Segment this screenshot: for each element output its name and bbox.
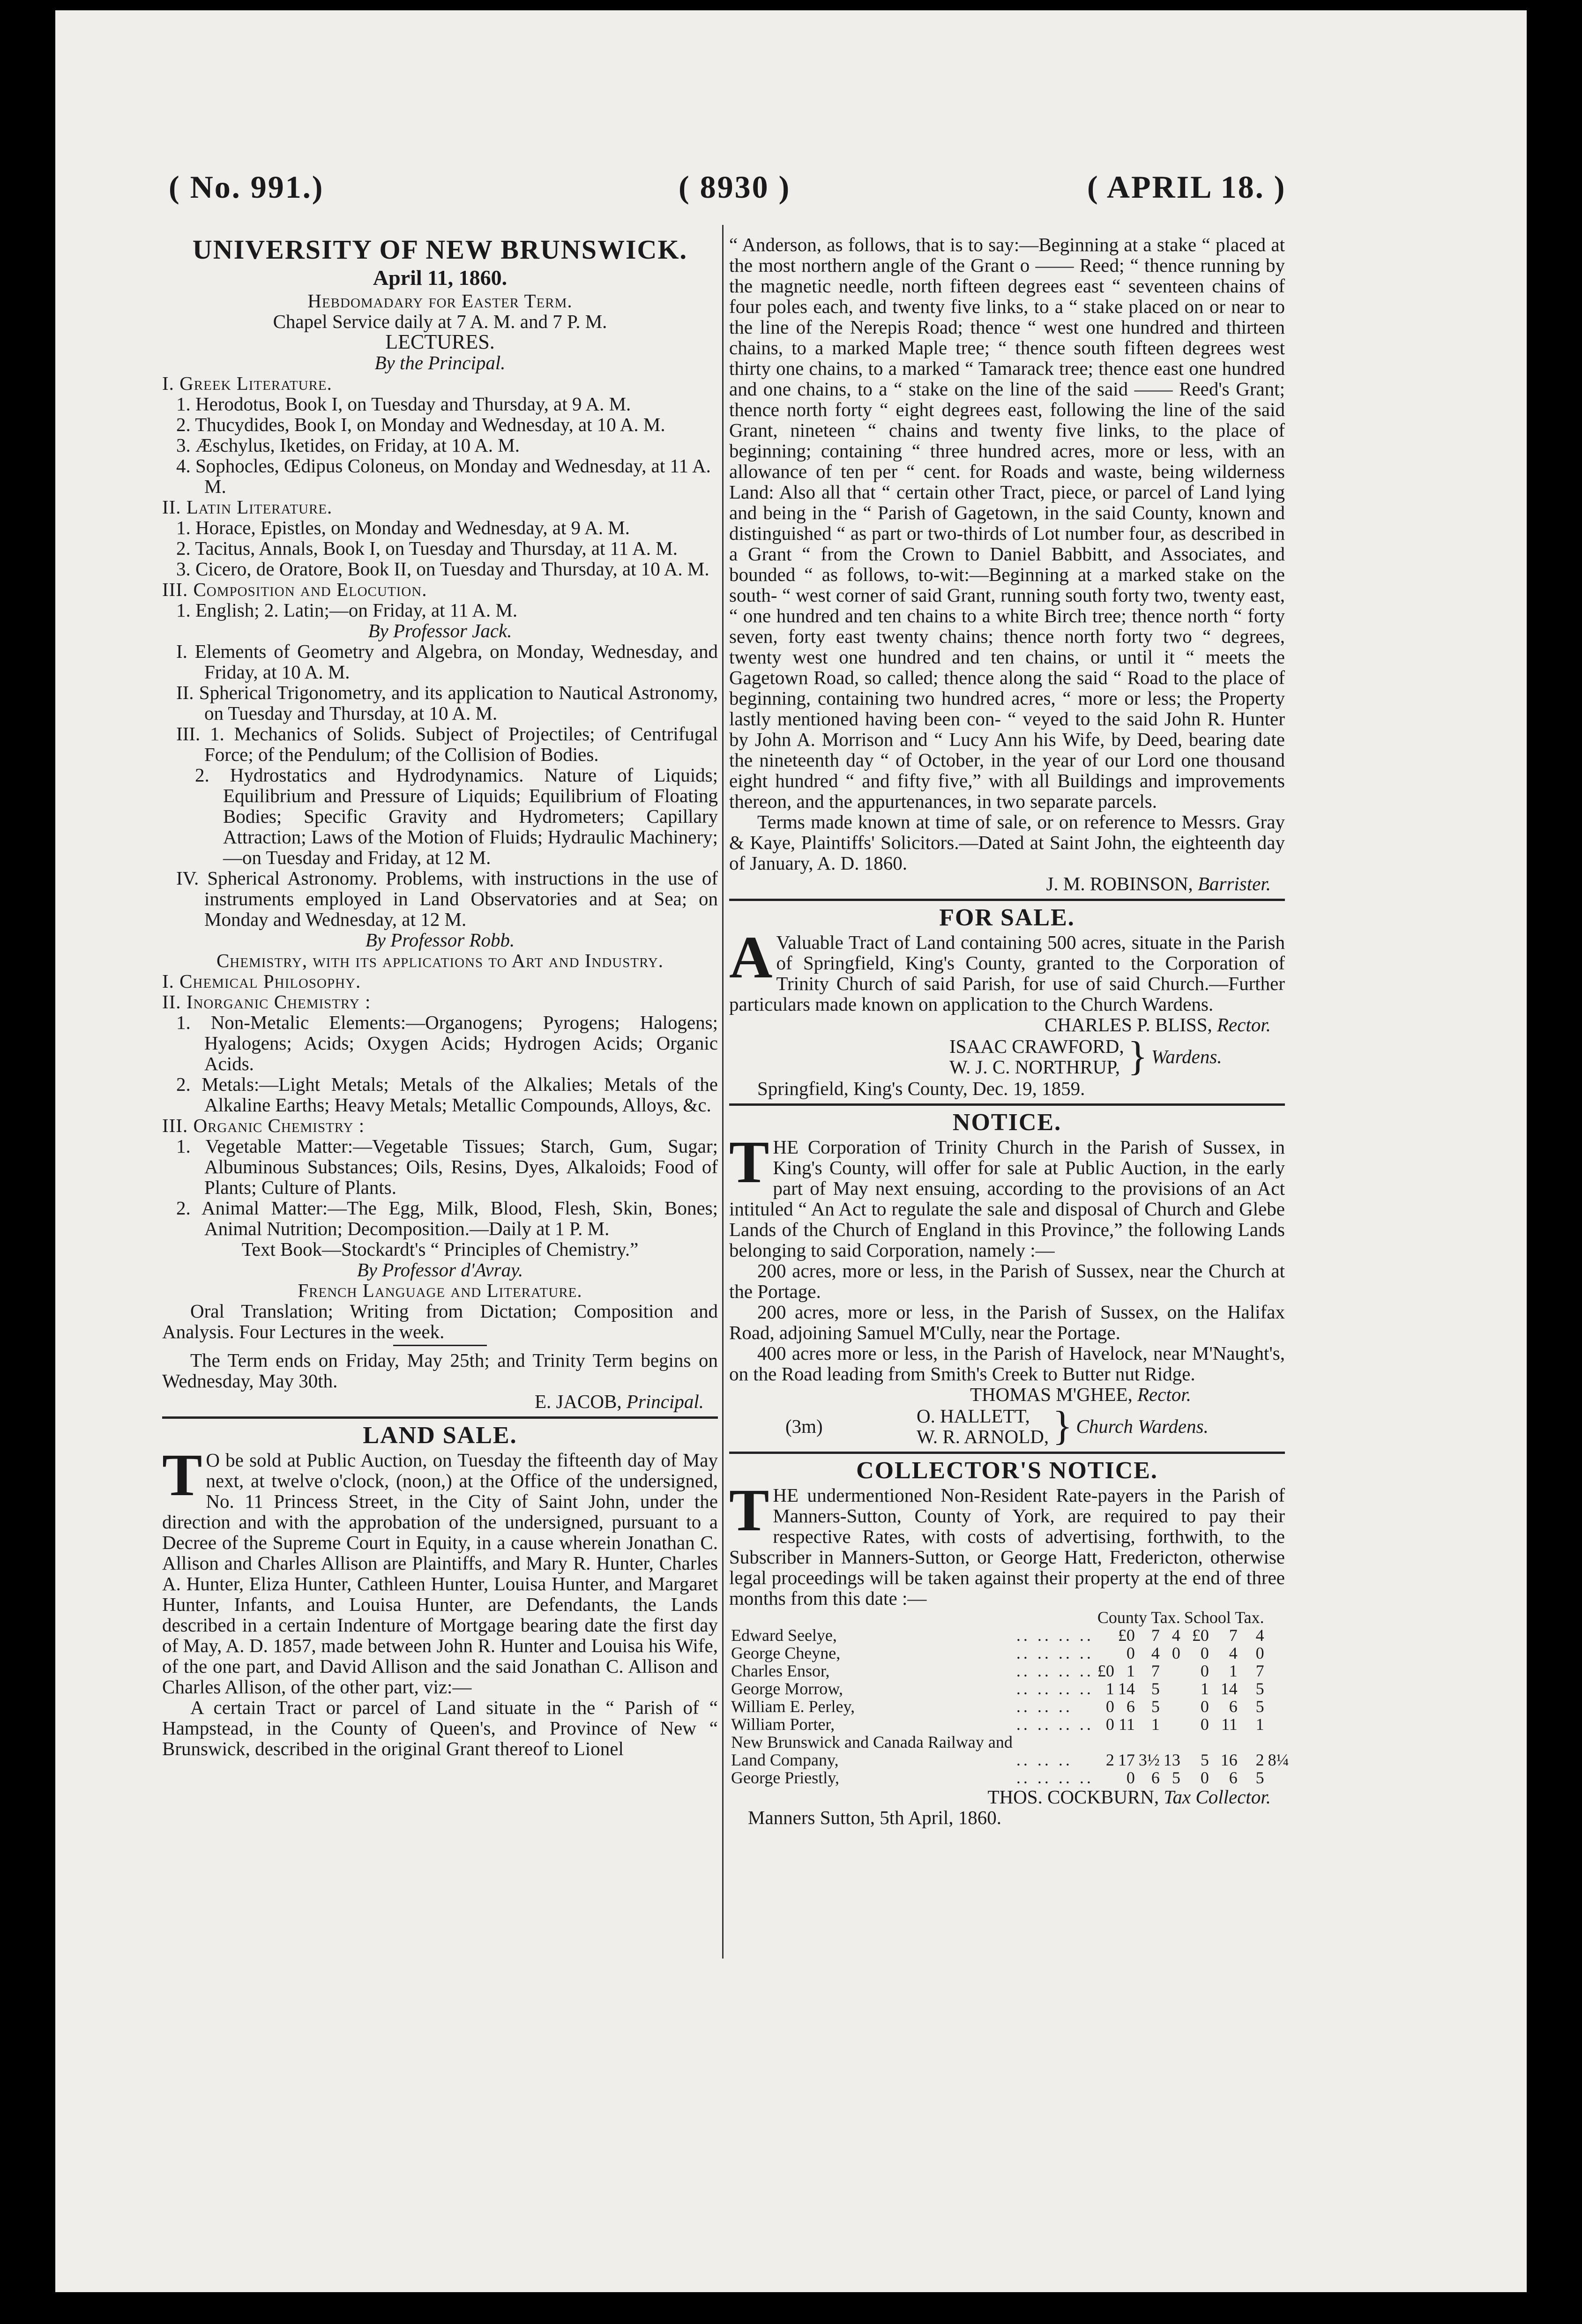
table-row: [729, 1733, 1291, 1751]
table-cell-c4: [1162, 1733, 1182, 1751]
table-cell-dots: .. .. .. ..: [1016, 1715, 1094, 1734]
table-cell-s1: 0: [1200, 1715, 1209, 1734]
table-cell-c1: [1096, 1733, 1116, 1751]
table-row: [729, 1680, 1291, 1698]
table-cell-dots: .. .. ..: [1016, 1697, 1073, 1716]
greek-item: 4. Sophocles, Œdipus Coloneus, on Monday and Wednesday, at 11 A. M.: [176, 455, 711, 497]
collector-text: THE undermentioned Non-Resident Rate-payers in the Parish of Manners-Sutton, County of York, are required to pay their respective Rates, with costs of advertising, forthwith, to the Subscriber in Manners-Sutton, or George Hatt, Fredericton, otherwise legal proceedings will be taken against their property at the end of three months from this date :—: [729, 1477, 1285, 1609]
table-cell-dots: .. .. .. ..: [1016, 1626, 1094, 1645]
signature-title: Principal.: [626, 1391, 704, 1412]
right-column: [729, 234, 1289, 1828]
left-column: [162, 234, 718, 1759]
by-principal: By the Principal.: [374, 352, 506, 373]
wardens-block: [729, 1036, 1285, 1077]
table-cell-s1: 0: [1200, 1661, 1209, 1680]
table-cell-c3: 1: [1151, 1715, 1160, 1734]
table-cell-dots: .. .. ..: [1016, 1750, 1073, 1769]
collector-heading: COLLECTOR'S NOTICE.: [856, 1457, 1158, 1484]
church-wardens-block: [729, 1403, 1285, 1449]
table-cell-dots: .. .. .. ..: [1016, 1661, 1094, 1680]
organic-item: 2. Animal Matter:—The Egg, Milk, Blood, Flesh, Skin, Bones; Animal Nutrition; Decomposition.—Daily at 1 P. M.: [176, 1197, 718, 1239]
french-heading: French Language and Literature.: [298, 1280, 582, 1301]
collector-signature: THOS. COCKBURN, Tax Collector.: [987, 1786, 1271, 1808]
table-cell-s1: [1182, 1733, 1211, 1751]
latin-heading: II. Latin Literature.: [162, 496, 333, 518]
drop-cap: T: [729, 1477, 769, 1543]
barrister-signature: J. M. ROBINSON, Barrister.: [1046, 873, 1271, 894]
table-cell-s1: 0: [1200, 1768, 1209, 1787]
table-cell-c2: 0: [1126, 1644, 1135, 1662]
table-cell-dots: [1015, 1733, 1096, 1751]
table-cell-c3: 7: [1151, 1626, 1160, 1645]
inorganic-heading: II. Inorganic Chemistry :: [162, 991, 371, 1013]
table-cell-s2: 16: [1220, 1750, 1238, 1769]
table-cell-s3: 5: [1255, 1697, 1264, 1716]
table-cell-c2: [1116, 1733, 1137, 1751]
organic-item: 1. Vegetable Matter:—Vegetable Tissues; Starch, Gum, Sugar; Albuminous Substances; Oils, Resins, Dyes, Alkaloids; Food of Plants; Culture of Plants.: [176, 1135, 718, 1198]
table-cell-c4: [1162, 1715, 1182, 1733]
for-sale-text: A Valuable Tract of Land containing 500 acres, situate in the Parish of Springfield, King's County, granted to the Corporation of Trinity Church of said Parish, for use of said Church.—Further particulars made known on application to the Church Wardens.: [729, 924, 1285, 1015]
column-divider: [722, 225, 724, 1959]
table-row: [729, 1626, 1291, 1644]
signature-name: E. JACOB,: [534, 1391, 622, 1412]
jack-item: IV. Spherical Astronomy. Problems, with instructions in the use of instruments employed in Land Observatories and at Sea; on Monday and Wednesday, at 12 M.: [176, 867, 718, 930]
table-cell-c1: [1096, 1769, 1116, 1787]
term-line: Hebdomadary for Easter Term.: [307, 290, 573, 312]
table-cell-s2: 6: [1229, 1697, 1238, 1716]
table-cell-s3: 4: [1255, 1626, 1264, 1645]
table-row: [729, 1698, 1291, 1715]
table-row: [729, 1751, 1291, 1769]
latin-item: 2. Tacitus, Annals, Book I, on Tuesday and Thursday, at 11 A. M.: [176, 537, 678, 559]
table-cell-c3: [1137, 1733, 1162, 1751]
chemical-philosophy: I. Chemical Philosophy.: [162, 970, 361, 992]
greek-item: 1. Herodotus, Book I, on Tuesday and Thursday, at 9 A. M.: [176, 393, 631, 415]
for-sale-place-date: Springfield, King's County, Dec. 19, 1859.: [757, 1078, 1085, 1099]
by-jack: By Professor Jack.: [368, 620, 512, 641]
rector-signature: CHARLES P. BLISS, Rector.: [1045, 1014, 1271, 1035]
jack-item: I. Elements of Geometry and Algebra, on Monday, Wednesday, and Friday, at 10 A. M.: [176, 641, 718, 683]
section-rule: [729, 899, 1285, 901]
lectures-heading: LECTURES.: [385, 330, 495, 353]
table-cell-c4: [1162, 1698, 1182, 1715]
french-text: Oral Translation; Writing from Dictation; Composition and Analysis. Four Lectures in the week.: [162, 1300, 718, 1342]
table-cell-s3: 5: [1255, 1679, 1264, 1698]
land-sale-tract: A certain Tract or parcel of Land situate in the “ Parish of “ Hampstead, in the County of Queen's, and Province of New “ Brunswick, described in the original Grant thereof to Lionel: [162, 1697, 718, 1759]
table-cell-c2: £0: [1118, 1626, 1135, 1645]
for-sale-heading: FOR SALE.: [939, 904, 1075, 931]
table-cell-dots: .. .. .. ..: [1016, 1644, 1094, 1662]
wardens-title: Church Wardens.: [1076, 1415, 1209, 1437]
page-number: ( 8930 ): [679, 169, 791, 205]
section-rule: [162, 1416, 718, 1419]
table-cell-name: Edward Seelye,: [731, 1626, 837, 1645]
table-cell-name: Land Company,: [731, 1750, 839, 1769]
drop-cap: T: [729, 1129, 769, 1195]
table-cell-c3: 7: [1151, 1661, 1160, 1680]
rector-signature: THOMAS M'GHEE, Rector.: [970, 1384, 1191, 1405]
table-cell-c3: 6: [1151, 1768, 1160, 1787]
table-cell-s3: 5: [1255, 1768, 1264, 1787]
county-tax-header: County Tax.: [1097, 1608, 1180, 1627]
textbook-line: Text Book—Stockardt's “ Principles of Chemistry.”: [241, 1238, 639, 1260]
by-davray: By Professor d'Avray.: [357, 1259, 523, 1281]
tax-table: [729, 1609, 1291, 1787]
table-cell-name: George Morrow,: [731, 1679, 843, 1698]
table-cell-c4: 5: [1172, 1768, 1180, 1787]
by-robb: By Professor Robb.: [365, 929, 515, 951]
table-cell-s1: £0: [1192, 1626, 1209, 1645]
table-cell-c1: [1096, 1644, 1116, 1662]
issue-number: ( No. 991.): [169, 169, 324, 205]
notice-heading: NOTICE.: [952, 1109, 1062, 1136]
table-cell-s3: 7: [1255, 1661, 1264, 1680]
chapel-line: Chapel Service daily at 7 A. M. and 7 P. M.: [273, 311, 607, 332]
inorganic-item: 2. Metals:—Light Metals; Metals of the Alkalies; Metals of the Alkaline Earths; Heavy Metals; Metallic Compounds, Alloys, &c.: [176, 1073, 718, 1116]
table-cell-s3: [1239, 1733, 1266, 1751]
drop-cap: A: [729, 924, 773, 991]
jack-item: 2. Hydrostatics and Hydrodynamics. Nature of Liquids; Equilibrium and Pressure of Liquids; Equilibrium of Floating Bodies; Specific Gravity and Hydrometers; Capillary Attraction; Laws of the Motion of Fluids; Hydraulic Machinery;—on Tuesday and Friday, at 12 M.: [195, 764, 718, 868]
notice-code: (3m): [785, 1415, 823, 1437]
section-rule: [729, 1103, 1285, 1106]
table-cell-c4: [1162, 1680, 1182, 1698]
table-cell-extra: 8¼: [1268, 1750, 1289, 1769]
latin-item: 1. Horace, Epistles, on Monday and Wednesday, at 9 A. M.: [176, 517, 630, 538]
table-header: [729, 1609, 1291, 1626]
organic-heading: III. Organic Chemistry :: [162, 1115, 365, 1136]
wardens-names: O. HALLETT, W. R. ARNOLD,: [917, 1405, 1049, 1447]
table-cell-s2: [1211, 1733, 1239, 1751]
table-row: [729, 1644, 1291, 1662]
jack-item: II. Spherical Trigonometry, and its application to Nautical Astronomy, on Tuesday and Thursday, at 10 A. M.: [176, 682, 718, 724]
land-sale-text: T O be sold at Public Auction, on Tuesday the fifteenth day of May next, at twelve o'clock, (noon,) at the Office of the undersigned, No. 11 Princess Street, in the City of Saint John, under the direction and with the approbation of the undersigned, pursuant to a Decree of the Supreme Court in Equity, in a cause wherein Jonathan C. Allison and Charles Allison are Plaintiffs, and Mary R. Hunter, Charles A. Hunter, Eliza Hunter, Cathleen Hunter, Louisa Hunter, and Margaret Hunter, Infants, and Louisa Hunter, are Defendants, the Lands described in a certain Indenture of Mortgage bearing date the first day of May, A. D. 1857, made between John R. Hunter and Louisa his Wife, of the one part, and David Allison and the said Jonathan C. Allison and Charles Allison, of the other part, viz:—: [162, 1442, 718, 1698]
table-cell-c4: [1162, 1662, 1182, 1680]
table-cell-s1: 5: [1200, 1750, 1209, 1769]
brace: }: [1052, 1403, 1073, 1449]
table-cell-s1: 1: [1200, 1679, 1209, 1698]
school-tax-header: School Tax.: [1184, 1608, 1264, 1627]
notice-text: THE Corporation of Trinity Church in the Parish of Sussex, in King's County, will offer for sale at Public Auction, in the early part of May next ensuing, according to the provisions of an Act intituled “ An Act to regulate the sale and disposal of Church and Glebe Lands of the Church of England in this Province,” the following Lands belonging to said Corporation, namely :—: [729, 1129, 1285, 1261]
principal-signature: [162, 1391, 718, 1412]
chemistry-heading: Chemistry, with its applications to Art and Industry.: [216, 950, 664, 971]
table-cell-c3: 3½: [1138, 1750, 1160, 1769]
table-cell-c2: 1: [1126, 1661, 1135, 1680]
composition-item: 1. English; 2. Latin;—on Friday, at 11 A. M.: [176, 599, 518, 621]
table-cell-c3: 5: [1151, 1697, 1160, 1716]
term-end: The Term ends on Friday, May 25th; and Trinity Term begins on Wednesday, May 30th.: [162, 1349, 718, 1392]
table-cell-s2: 14: [1220, 1679, 1238, 1698]
table-cell-s2: 4: [1229, 1644, 1238, 1662]
table-cell-name: Charles Ensor,: [731, 1661, 830, 1680]
greek-heading: I. Greek Literature.: [162, 372, 332, 394]
table-cell-dots: .. .. .. ..: [1016, 1768, 1094, 1787]
table-cell-s1: 0: [1200, 1644, 1209, 1662]
table-cell-s1: 0: [1200, 1697, 1209, 1716]
table-cell-name: William Porter,: [731, 1715, 835, 1734]
brace: }: [1127, 1034, 1148, 1079]
land-sale-terms: Terms made known at time of sale, or on reference to Messrs. Gray & Kaye, Plaintiffs' Solicitors.—Dated at Saint John, the eighteenth day of January, A. D. 1860.: [729, 811, 1285, 874]
wardens-title: Wardens.: [1151, 1046, 1222, 1067]
short-rule: [393, 1345, 487, 1346]
section-rule: [729, 1452, 1285, 1454]
land-sale-heading: LAND SALE.: [363, 1422, 517, 1449]
table-cell-c2: 6: [1126, 1697, 1135, 1716]
table-row: [729, 1769, 1291, 1787]
table-cell-c1: 1: [1105, 1679, 1114, 1698]
table-cell-s3: 0: [1255, 1644, 1264, 1662]
university-title: UNIVERSITY OF NEW BRUNSWICK.: [192, 234, 688, 265]
table-cell-c2: 0: [1126, 1768, 1135, 1787]
table-cell-c1: [1096, 1626, 1116, 1644]
jack-item: III. 1. Mechanics of Solids. Subject of Projectiles; of Centrifugal Force; of the Pendulum; of the Collision of Bodies.: [176, 723, 718, 765]
university-date: April 11, 1860.: [373, 266, 507, 290]
notice-land: 200 acres, more or less, in the Parish of Sussex, near the Church at the Portage.: [729, 1260, 1285, 1302]
table-cell-c1: 0: [1105, 1697, 1114, 1716]
table-cell-name: George Priestly,: [731, 1768, 839, 1787]
table-cell-c1: 2: [1105, 1750, 1114, 1769]
greek-item: 2. Thucydides, Book I, on Monday and Wednesday, at 10 A. M.: [176, 414, 665, 435]
greek-item: 3. Æschylus, Iketides, on Friday, at 10 A. M.: [176, 434, 520, 456]
table-cell-dots: .. .. .. ..: [1016, 1679, 1094, 1698]
table-cell-name: George Cheyne,: [731, 1644, 841, 1662]
table-row: [729, 1715, 1291, 1733]
table-cell-s2: 11: [1221, 1715, 1238, 1734]
table-cell-s2: 1: [1229, 1661, 1238, 1680]
wardens-names: ISAAC CRAWFORD, W. J. C. NORTHRUP,: [949, 1035, 1124, 1078]
table-cell-name: New Brunswick and Canada Railway and: [731, 1733, 1013, 1751]
table-cell-c4: 13: [1163, 1750, 1180, 1769]
table-cell-c1: £0: [1097, 1661, 1114, 1680]
notice-land: 400 acres more or less, in the Parish of Havelock, near M'Naught's, on the Road leading from Smith's Creek to Butter nut Ridge.: [729, 1342, 1285, 1385]
land-sale-continued: “ Anderson, as follows, that is to say:—Beginning at a stake “ placed at the most northern angle of the Grant o —— Reed; “ thence running by the magnetic needle, north fifteen degrees east “ seventeen chains of four poles each, and twenty five links, to a “ stake placed on or near to the line of the Nerepis Road; thence “ west one hundred and thirteen chains, to a marked Maple tree; “ thence south fifteen degrees west thirty one chains, to a marked “ Tamarack tree; thence east one hundred and one chains, to a “ stake on the line of the said —— Reed's Grant; thence north forty “ eight degrees east, following the line of the said Grant, nineteen “ chains and twenty five links, to the place of beginning; containing “ three hundred acres, more or less, with an allowance of ten per “ cent. for Roads and waste, being wilderness Land: Also all that “ certain other Tract, piece, or parcel of Land lying and being in the “ Parish of Gagetown, in the said County, known and distinguished “ as part or two-thirds of Lot number four, as described in a Grant “ from the Crown to Daniel Babbitt, and Associates, and bounded “ as follows, to-wit:—Beginning at a marked stake on the south- “ west corner of said Grant, running south forty two, twenty east, “ one hundred and ten chains to a white Birch tree; thence north “ forty seven, forty east twenty chains; thence north forty two “ degrees, twenty west one hundred and ten chains, or until it “ meets the Gagetown Road, so called; thence along the said “ Road to the place of beginning, containing two hundred acres, “ more or less; the Property lastly mentioned having been con- “ veyed to the said John R. Hunter by John A. Morrison and “ Lucy Ann his Wife, by Deed, bearing date the nineteenth day “ of October, in the year of our Lord one thousand eight hundred “ and fifty five,” with all Buildings and improvements thereon, and the appurtenances, in two separate parcels.: [729, 234, 1285, 812]
table-cell-c4: 4: [1172, 1626, 1180, 1645]
issue-date: ( APRIL 18. ): [1087, 169, 1286, 205]
table-cell-s2: 6: [1229, 1768, 1238, 1787]
table-cell-name: William E. Perley,: [731, 1697, 855, 1716]
notice-land: 200 acres, more or less, in the Parish of Sussex, on the Halifax Road, adjoining Samuel M'Cully, near the Portage.: [729, 1301, 1285, 1343]
table-cell-c2: 17: [1118, 1750, 1135, 1769]
table-cell-c3: 5: [1151, 1679, 1160, 1698]
table-cell-c4: 0: [1172, 1644, 1180, 1662]
table-row: [729, 1662, 1291, 1680]
table-cell-c3: 4: [1151, 1644, 1160, 1662]
latin-item: 3. Cicero, de Oratore, Book II, on Tuesday and Thursday, at 10 A. M.: [176, 558, 709, 580]
drop-cap: T: [162, 1442, 202, 1508]
table-cell-s3: 1: [1255, 1715, 1264, 1734]
table-cell-s3: 2: [1255, 1750, 1264, 1769]
table-cell-c1: 0: [1105, 1715, 1114, 1734]
inorganic-item: 1. Non-Metalic Elements:—Organogens; Pyrogens; Halogens; Hyalogens; Acids; Oxygen Acids; Hydrogen Acids; Organic Acids.: [176, 1012, 718, 1074]
composition-heading: III. Composition and Elocution.: [162, 579, 427, 600]
table-cell-s2: 7: [1229, 1626, 1238, 1645]
table-cell-c2: 14: [1118, 1679, 1135, 1698]
collector-place-date: Manners Sutton, 5th April, 1860.: [748, 1807, 1001, 1828]
table-cell-c2: 11: [1119, 1715, 1135, 1734]
